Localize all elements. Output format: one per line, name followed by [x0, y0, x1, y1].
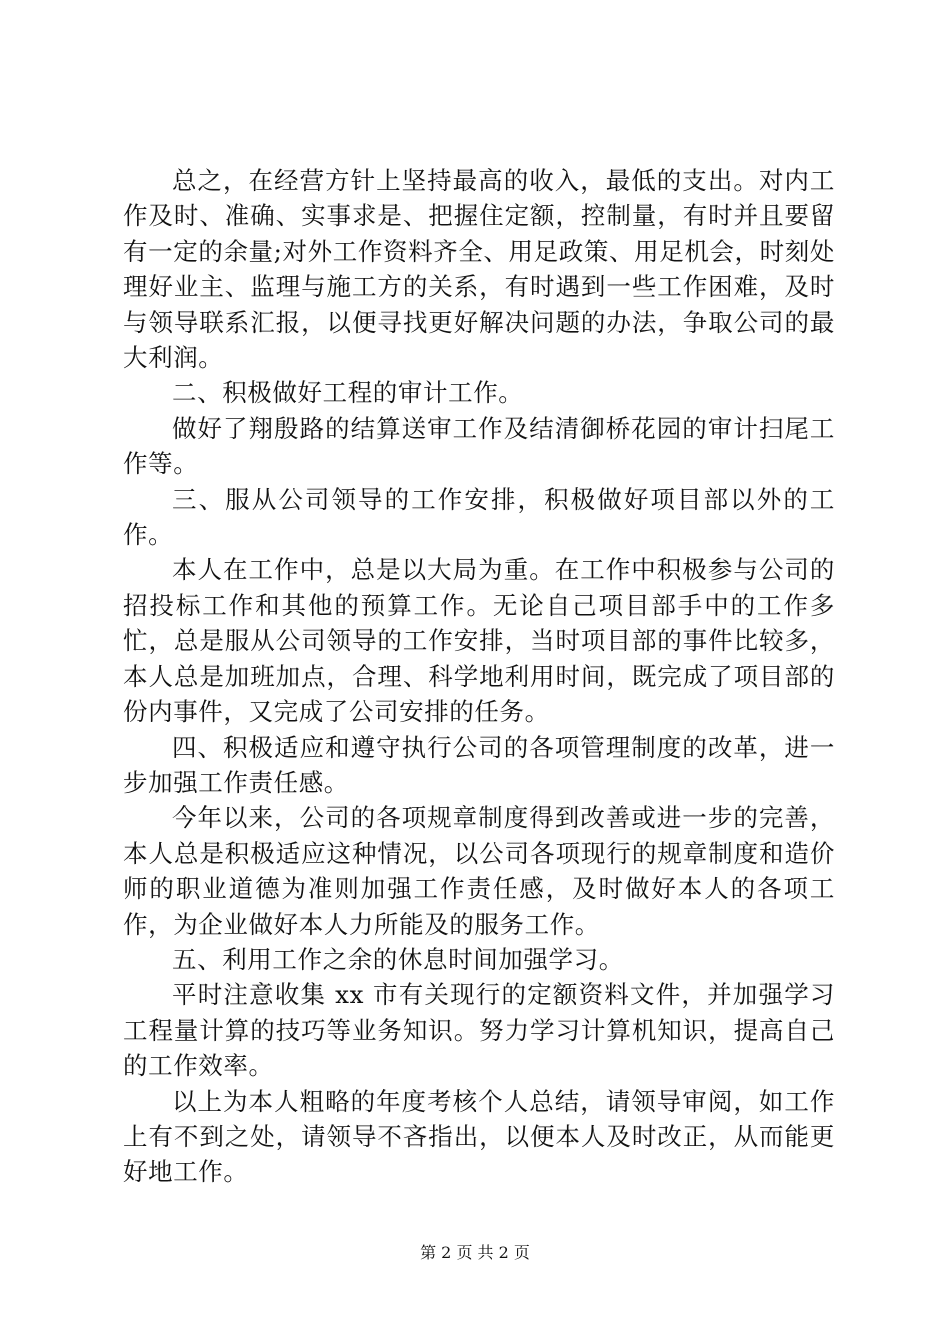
- page-number-footer: 第 2 页 共 2 页: [420, 1243, 530, 1262]
- paragraph-conclusion: 以上为本人粗略的年度考核个人总结，请领导审阅，如工作上有不到之处，请领导不吝指出，以便本人及时改正，从而能更好地工作。: [123, 1086, 835, 1187]
- paragraph-management-reform: 今年以来，公司的各项规章制度得到改善或进一步的完善，本人总是积极适应这种情况，以公司各项现行的规章制度和造价师的职业道德为准则加强工作责任感，及时做好本人的各项工作，为企业做好本人力所能及的服务工作。: [123, 803, 835, 939]
- heading-study: 五、利用工作之余的休息时间加强学习。: [172, 944, 624, 974]
- heading-audit-work: 二、积极做好工程的审计工作。: [172, 378, 524, 408]
- document-body: [123, 163, 835, 1190]
- heading-obey-arrangements: 三、服从公司领导的工作安排，积极做好项目部以外的工作。: [123, 484, 835, 550]
- paragraph-study: 平时注意收集 xx 市有关现行的定额资料文件，并加强学习工程量计算的技巧等业务知识。努力学习计算机知识，提高自己的工作效率。: [123, 980, 835, 1081]
- paragraph-obey-arrangements: 本人在工作中，总是以大局为重。在工作中积极参与公司的招投标工作和其他的预算工作。无论自己项目部手中的工作多忙，总是服从公司领导的工作安排，当时项目部的事件比较多，本人总是加班加点，合理、科学地利用时间，既完成了项目部的份内事件，又完成了公司安排的任务。: [123, 555, 835, 727]
- paragraph-summary: 总之，在经营方针上坚持最高的收入，最低的支出。对内工作及时、准确、实事求是、把握住定额，控制量，有时并且要留有一定的余量;对外工作资料齐全、用足政策、用足机会，时刻处理好业主、监理与施工方的关系，有时遇到一些工作困难，及时与领导联系汇报，以便寻找更好解决问题的办法，争取公司的最大利润。: [123, 166, 835, 373]
- heading-management-reform: 四、积极适应和遵守执行公司的各项管理制度的改革，进一步加强工作责任感。: [123, 732, 835, 797]
- paragraph-audit-work: 做好了翔殷路的结算送审工作及结清御桥花园的审计扫尾工作等。: [123, 413, 835, 479]
